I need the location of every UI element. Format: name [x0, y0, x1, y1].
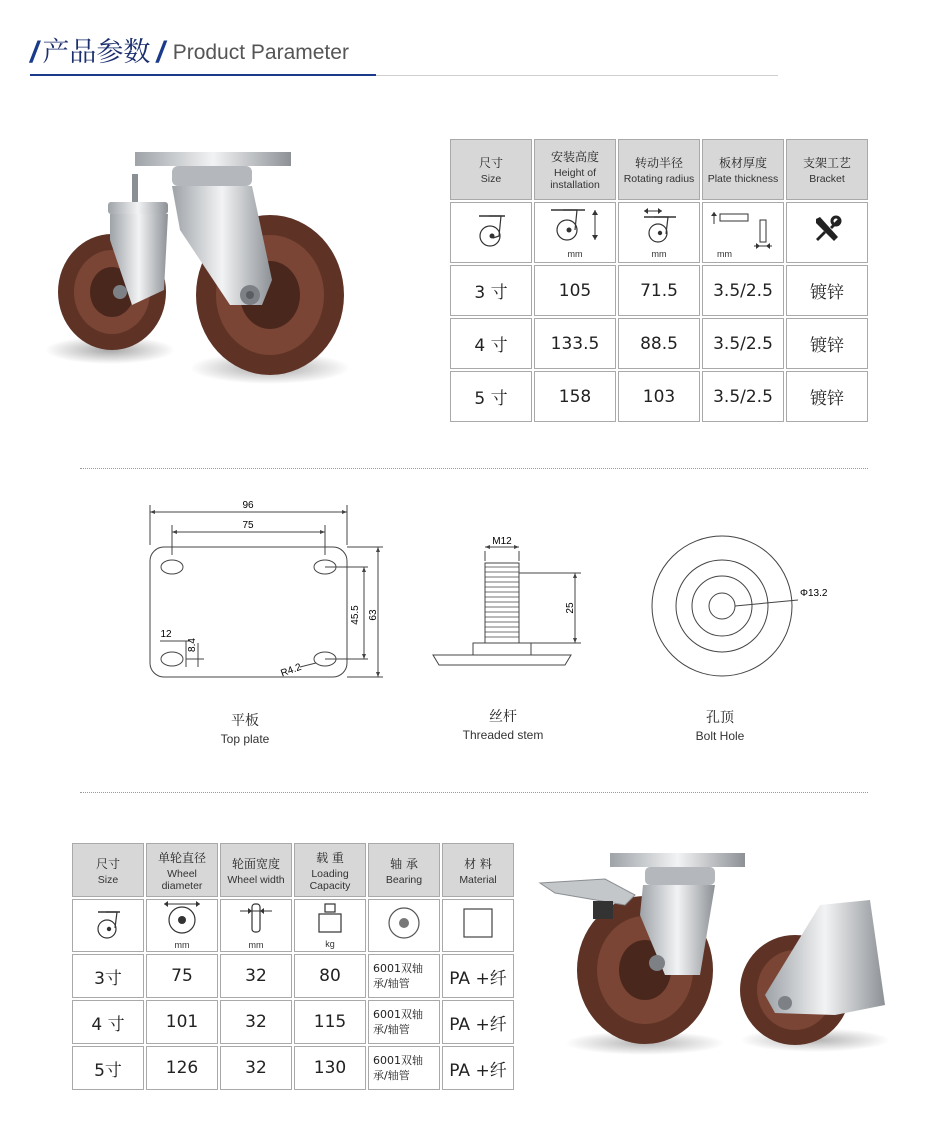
cell-bearing: 6001双轴承/轴管 — [373, 1053, 423, 1082]
header-en: Wheel diameter — [161, 867, 203, 892]
dim-stem-length: 25 — [565, 602, 576, 614]
unit-label: kg — [325, 939, 335, 949]
header-en: Size — [480, 173, 502, 185]
cell-material: PA +纤 — [449, 968, 507, 989]
header-slash: / — [30, 36, 39, 69]
dim-thread: M12 — [492, 536, 512, 547]
dim-hole-spacing: 75 — [242, 520, 254, 531]
header-en: Size — [97, 873, 119, 886]
header-title-cn: 产品参数 — [42, 37, 151, 68]
table1-icon-row — [450, 202, 868, 263]
caption-bolt-cn: 孔顶 — [706, 710, 734, 726]
cell-plate: 3.5/2.5 — [713, 280, 773, 301]
cell-size: 4 寸 — [91, 1014, 125, 1035]
spec-table-2 — [70, 841, 516, 1092]
cell-bracket: 镀锌 — [810, 336, 844, 356]
table1-header-bracket — [786, 139, 868, 200]
section-divider — [80, 468, 868, 469]
header-cn: 转动半径 — [634, 156, 683, 170]
caster-side-icon — [72, 899, 144, 952]
threaded-stem-diagram — [425, 535, 590, 670]
tools-icon — [786, 202, 868, 263]
dim-slot-radius: R4.2 — [279, 661, 303, 680]
header-underline — [30, 74, 376, 76]
cell-bracket: 镀锌 — [810, 389, 844, 409]
material-icon — [442, 899, 514, 952]
cell-bearing: 6001双轴承/轴管 — [373, 961, 423, 990]
spec-table-1 — [448, 137, 870, 424]
cell-height: 158 — [558, 386, 592, 407]
header-en: Plate thickness — [707, 173, 779, 185]
cell-bearing: 6001双轴承/轴管 — [373, 1007, 423, 1036]
cell-plate: 3.5/2.5 — [713, 386, 773, 407]
cell-width: 32 — [245, 1058, 267, 1078]
table2-header-diameter — [146, 843, 218, 897]
dim-hole-y: 8.4 — [187, 638, 198, 652]
header-title-en: Product Parameter — [172, 41, 349, 64]
cell-diameter: 101 — [165, 1012, 199, 1032]
cell-load: 130 — [313, 1058, 347, 1078]
product-photo-casters — [40, 140, 360, 400]
header-cn: 安装高度 — [550, 150, 599, 164]
table-row — [72, 1000, 514, 1044]
caption-stem-cn: 丝杆 — [489, 709, 517, 725]
cell-radius: 103 — [642, 386, 676, 407]
table2-header-bearing — [368, 843, 440, 897]
cell-load: 115 — [313, 1012, 347, 1032]
header-cn: 尺寸 — [95, 856, 120, 871]
cell-size: 5 寸 — [474, 389, 508, 409]
caption-stem-en: Threaded stem — [462, 728, 544, 742]
header-en: Loading Capacity — [309, 867, 351, 892]
table2-header-size — [72, 843, 144, 897]
header-cn: 尺寸 — [478, 156, 503, 170]
dim-hole-height: 45.5 — [350, 605, 361, 625]
header-rule — [376, 75, 778, 76]
cell-material: PA +纤 — [449, 1060, 507, 1081]
header-en: Height of installation — [550, 167, 600, 191]
table2-header-material — [442, 843, 514, 897]
cell-size: 3 寸 — [474, 283, 508, 303]
table-row — [450, 371, 868, 422]
dim-outer-height: 63 — [368, 609, 379, 621]
header-cn: 轮面宽度 — [231, 856, 280, 871]
cell-width: 32 — [245, 1012, 267, 1032]
header-cn: 材 料 — [464, 856, 492, 871]
cell-plate: 3.5/2.5 — [713, 333, 773, 354]
section-divider — [80, 792, 868, 793]
header-cn: 轴 承 — [390, 856, 418, 871]
height-measure-icon — [534, 202, 616, 263]
bolt-hole-diagram — [650, 530, 840, 690]
table2-header-width — [220, 843, 292, 897]
table1-header-size — [450, 139, 532, 200]
radius-measure-icon — [618, 202, 700, 263]
header-cn: 支架工艺 — [802, 156, 851, 170]
cell-height: 133.5 — [550, 333, 600, 354]
header-cn: 板材厚度 — [718, 156, 767, 170]
header-cn: 单轮直径 — [157, 850, 206, 865]
weight-icon — [294, 899, 366, 952]
section-header — [30, 30, 349, 70]
plate-thickness-icon — [702, 202, 784, 263]
header-en: Rotating radius — [623, 173, 695, 185]
cell-size: 3寸 — [94, 968, 122, 989]
cell-width: 32 — [245, 966, 267, 986]
table-row — [72, 1046, 514, 1090]
table1-header-plate — [702, 139, 784, 200]
header-en: Wheel width — [227, 873, 285, 886]
cell-material: PA +纤 — [449, 1014, 507, 1035]
header-en: Bracket — [809, 173, 845, 185]
product-photo-brake-rigid — [535, 845, 905, 1060]
cell-diameter: 75 — [171, 966, 193, 986]
caption-bolt-en: Bolt Hole — [695, 729, 745, 743]
cell-radius: 71.5 — [640, 280, 678, 301]
table2-header-row — [72, 843, 514, 897]
caption-top-plate-en: Top plate — [220, 732, 270, 746]
unit-label: mm — [717, 249, 732, 259]
table1-header-height — [534, 139, 616, 200]
wheel-diameter-icon — [146, 899, 218, 952]
cell-size: 4 寸 — [474, 336, 508, 356]
header-cn: 载 重 — [316, 850, 344, 865]
dim-bolt-diameter: Φ13.2 — [800, 588, 828, 599]
bearing-icon — [368, 899, 440, 952]
cell-height: 105 — [558, 280, 592, 301]
table-row — [450, 265, 868, 316]
cell-load: 80 — [319, 966, 341, 986]
table1-header-row — [450, 139, 868, 200]
header-en: Bearing — [385, 873, 423, 886]
table2-icon-row — [72, 899, 514, 952]
unit-label: mm — [567, 249, 583, 259]
table-row — [450, 318, 868, 369]
header-en: Material — [459, 873, 497, 886]
cell-size: 5寸 — [94, 1060, 122, 1081]
wheel-width-icon — [220, 899, 292, 952]
header-slash-2: / — [156, 36, 165, 69]
top-plate-diagram — [140, 495, 390, 690]
table1-header-radius — [618, 139, 700, 200]
unit-label: mm — [651, 249, 667, 259]
cell-bracket: 镀锌 — [810, 283, 844, 303]
table-row — [72, 954, 514, 998]
table2-header-load — [294, 843, 366, 897]
cell-radius: 88.5 — [640, 333, 678, 354]
unit-label: mm — [248, 940, 264, 950]
caster-side-icon — [450, 202, 532, 263]
caption-top-plate-cn: 平板 — [231, 713, 259, 729]
cell-diameter: 126 — [165, 1058, 199, 1078]
unit-label: mm — [174, 940, 190, 950]
dim-hole-x: 12 — [160, 629, 172, 640]
dim-outer-width: 96 — [242, 500, 254, 511]
